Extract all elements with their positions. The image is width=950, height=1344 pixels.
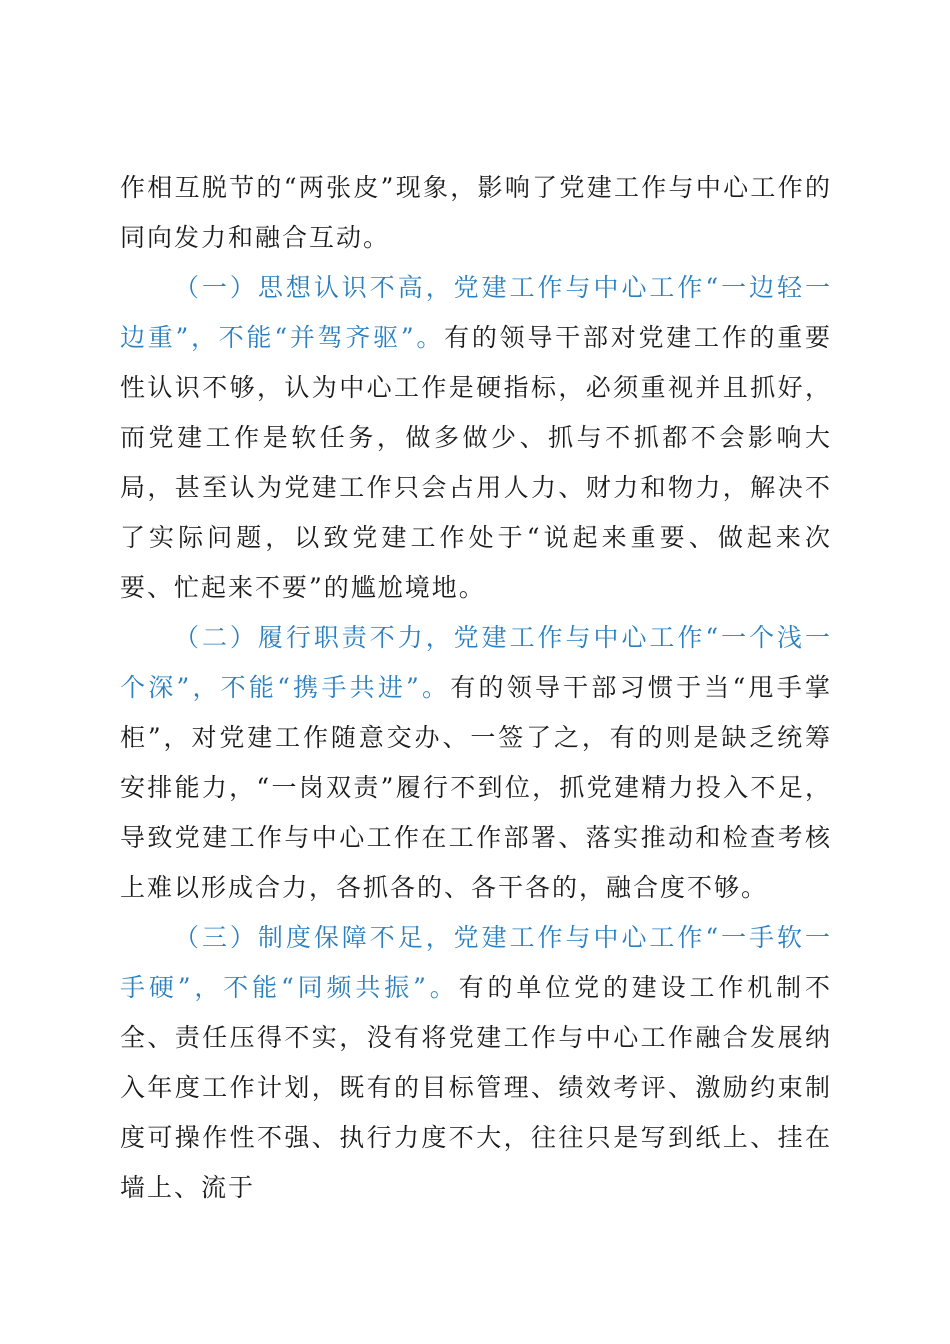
document-body [120, 163, 832, 1213]
section-one [120, 263, 832, 613]
section-three [120, 913, 832, 1213]
section-two-heading: （二）履行职责不力，党建工作与中心工作“一个浅一个深”，不能“携手共进”。 [120, 623, 832, 702]
section-two-body: 有的领导干部习惯于当“甩手掌柜”，对党建工作随意交办、一签了之，有的则是缺乏统筹安排能力，“一岗双责”履行不到位，抓党建精力投入不足，导致党建工作与中心工作在工作部署、落实推动和检查考核上难以形成合力，各抓各的、各干各的，融合度不够。 [120, 673, 832, 902]
paragraph-continuation: 作相互脱节的“两张皮”现象，影响了党建工作与中心工作的同向发力和融合互动。 [120, 173, 832, 252]
section-three-heading: （三）制度保障不足，党建工作与中心工作“一手软一手硬”，不能“同频共振”。 [120, 923, 832, 1002]
section-one-heading: （一）思想认识不高，党建工作与中心工作“一边轻一边重”，不能“并驾齐驱”。 [120, 273, 832, 352]
section-one-body: 有的领导干部对党建工作的重要性认识不够，认为中心工作是硬指标，必须重视并且抓好，而党建工作是软任务，做多做少、抓与不抓都不会影响大局，甚至认为党建工作只会占用人力、财力和物力，解决不了实际问题，以致党建工作处于“说起来重要、做起来次要、忙起来不要”的尴尬境地。 [120, 323, 832, 602]
section-two [120, 613, 832, 913]
section-three-body: 有的单位党的建设工作机制不全、责任压得不实，没有将党建工作与中心工作融合发展纳入年度工作计划，既有的目标管理、绩效考评、激励约束制度可操作性不强、执行力度不大，往往只是写到纸上、挂在墙上、流于 [120, 973, 832, 1202]
